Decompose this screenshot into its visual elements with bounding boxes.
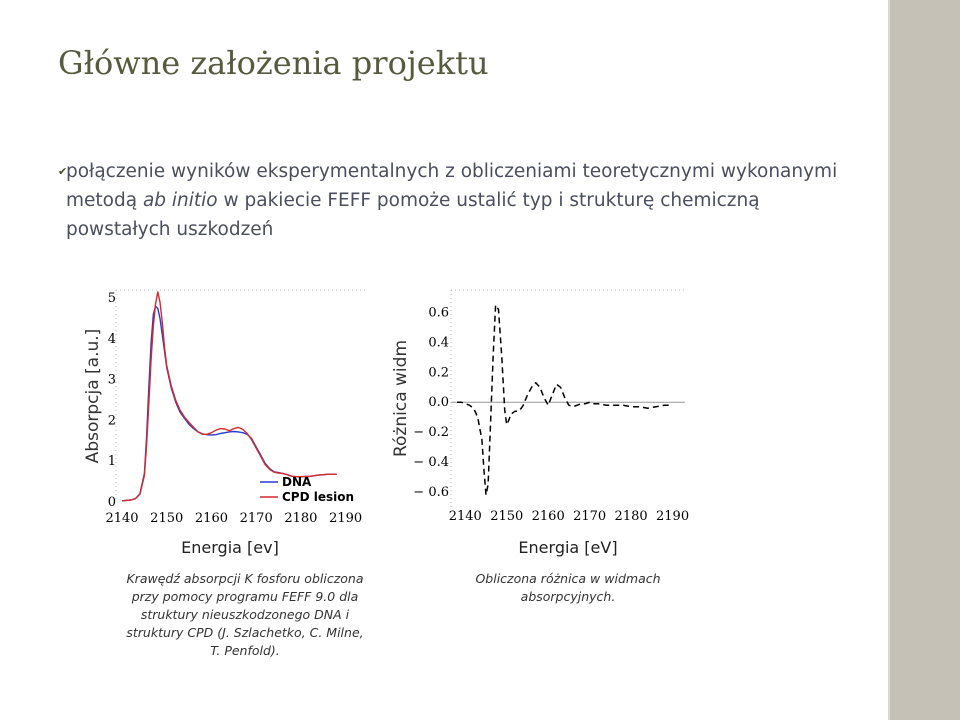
y-tick-label: 1 — [107, 454, 116, 470]
legend-label: DNA — [282, 475, 312, 489]
x-tick-label: 2180 — [614, 509, 648, 524]
x-tick-label: 2190 — [656, 509, 690, 524]
slide-title: Główne założenia projektu — [58, 44, 489, 82]
y-tick-label: 5 — [107, 291, 116, 307]
y-tick-label: 3 — [107, 372, 116, 388]
y-tick-label: 2 — [107, 413, 116, 429]
x-tick-label: 2150 — [490, 509, 524, 524]
difference-chart — [385, 282, 705, 532]
absorption-chart — [78, 282, 378, 532]
difference-chart-caption: Obliczona różnica w widmach absorpcyjnych. — [475, 571, 661, 604]
x-tick-label: 2160 — [531, 509, 565, 524]
y-axis-title: Różnica widm — [391, 339, 411, 458]
bullet-text-italic: ab initio — [142, 190, 218, 211]
x-tick-label: 2180 — [284, 511, 318, 526]
absorption-chart-caption: Krawędź absorpcji K fosforu obliczona przy pomocy programu FEFF 9.0 dla struktury nieuszkodzonego DNA i struktury CPD (J. Szlachetko, C. Milne, T. Penfold). — [126, 571, 364, 658]
legend-label: CPD lesion — [282, 490, 355, 504]
y-tick-label: 0.6 — [428, 305, 449, 321]
x-tick-label: 2170 — [573, 509, 607, 524]
y-tick-label: 4 — [107, 331, 116, 347]
checkmark-bullet-icon: ✔ — [58, 165, 68, 178]
series-line-cpd-lesion — [122, 292, 337, 501]
series-line-dna — [122, 306, 337, 501]
absorption-chart-svg — [78, 282, 378, 532]
x-tick-label: 2160 — [194, 511, 229, 526]
y-tick-label: − 0.2 — [413, 425, 449, 441]
y-tick-label: 0.4 — [428, 335, 449, 351]
y-tick-label: − 0.6 — [413, 485, 449, 501]
series-line-difference — [457, 305, 673, 495]
y-tick-label: 0 — [107, 495, 116, 510]
x-tick-label: 2150 — [150, 511, 184, 526]
difference-chart-svg — [385, 282, 705, 532]
y-tick-label: − 0.4 — [413, 455, 449, 471]
y-tick-label: 0.2 — [428, 365, 449, 381]
side-bar — [890, 0, 960, 720]
bullet-point — [58, 157, 846, 244]
absorption-chart-xlabel: Energia [ev] — [181, 538, 279, 557]
x-tick-label: 2140 — [448, 509, 482, 524]
bullet-text-part2: w pakiecie FEFF pomoże ustalić typ i strukturę chemiczną powstałych uszkodzeń — [66, 190, 760, 240]
x-tick-label: 2170 — [239, 511, 273, 526]
y-axis-title: Absorpcja [a.u.] — [83, 328, 103, 464]
x-tick-label: 2140 — [105, 511, 139, 526]
y-tick-label: 0.0 — [428, 395, 449, 411]
difference-chart-xlabel: Energia [eV] — [518, 538, 618, 557]
bullet-text-part1: połączenie wyników eksperymentalnych z obliczeniami teoretycznymi wykonanymi metodą — [66, 161, 838, 211]
x-tick-label: 2190 — [329, 511, 363, 526]
